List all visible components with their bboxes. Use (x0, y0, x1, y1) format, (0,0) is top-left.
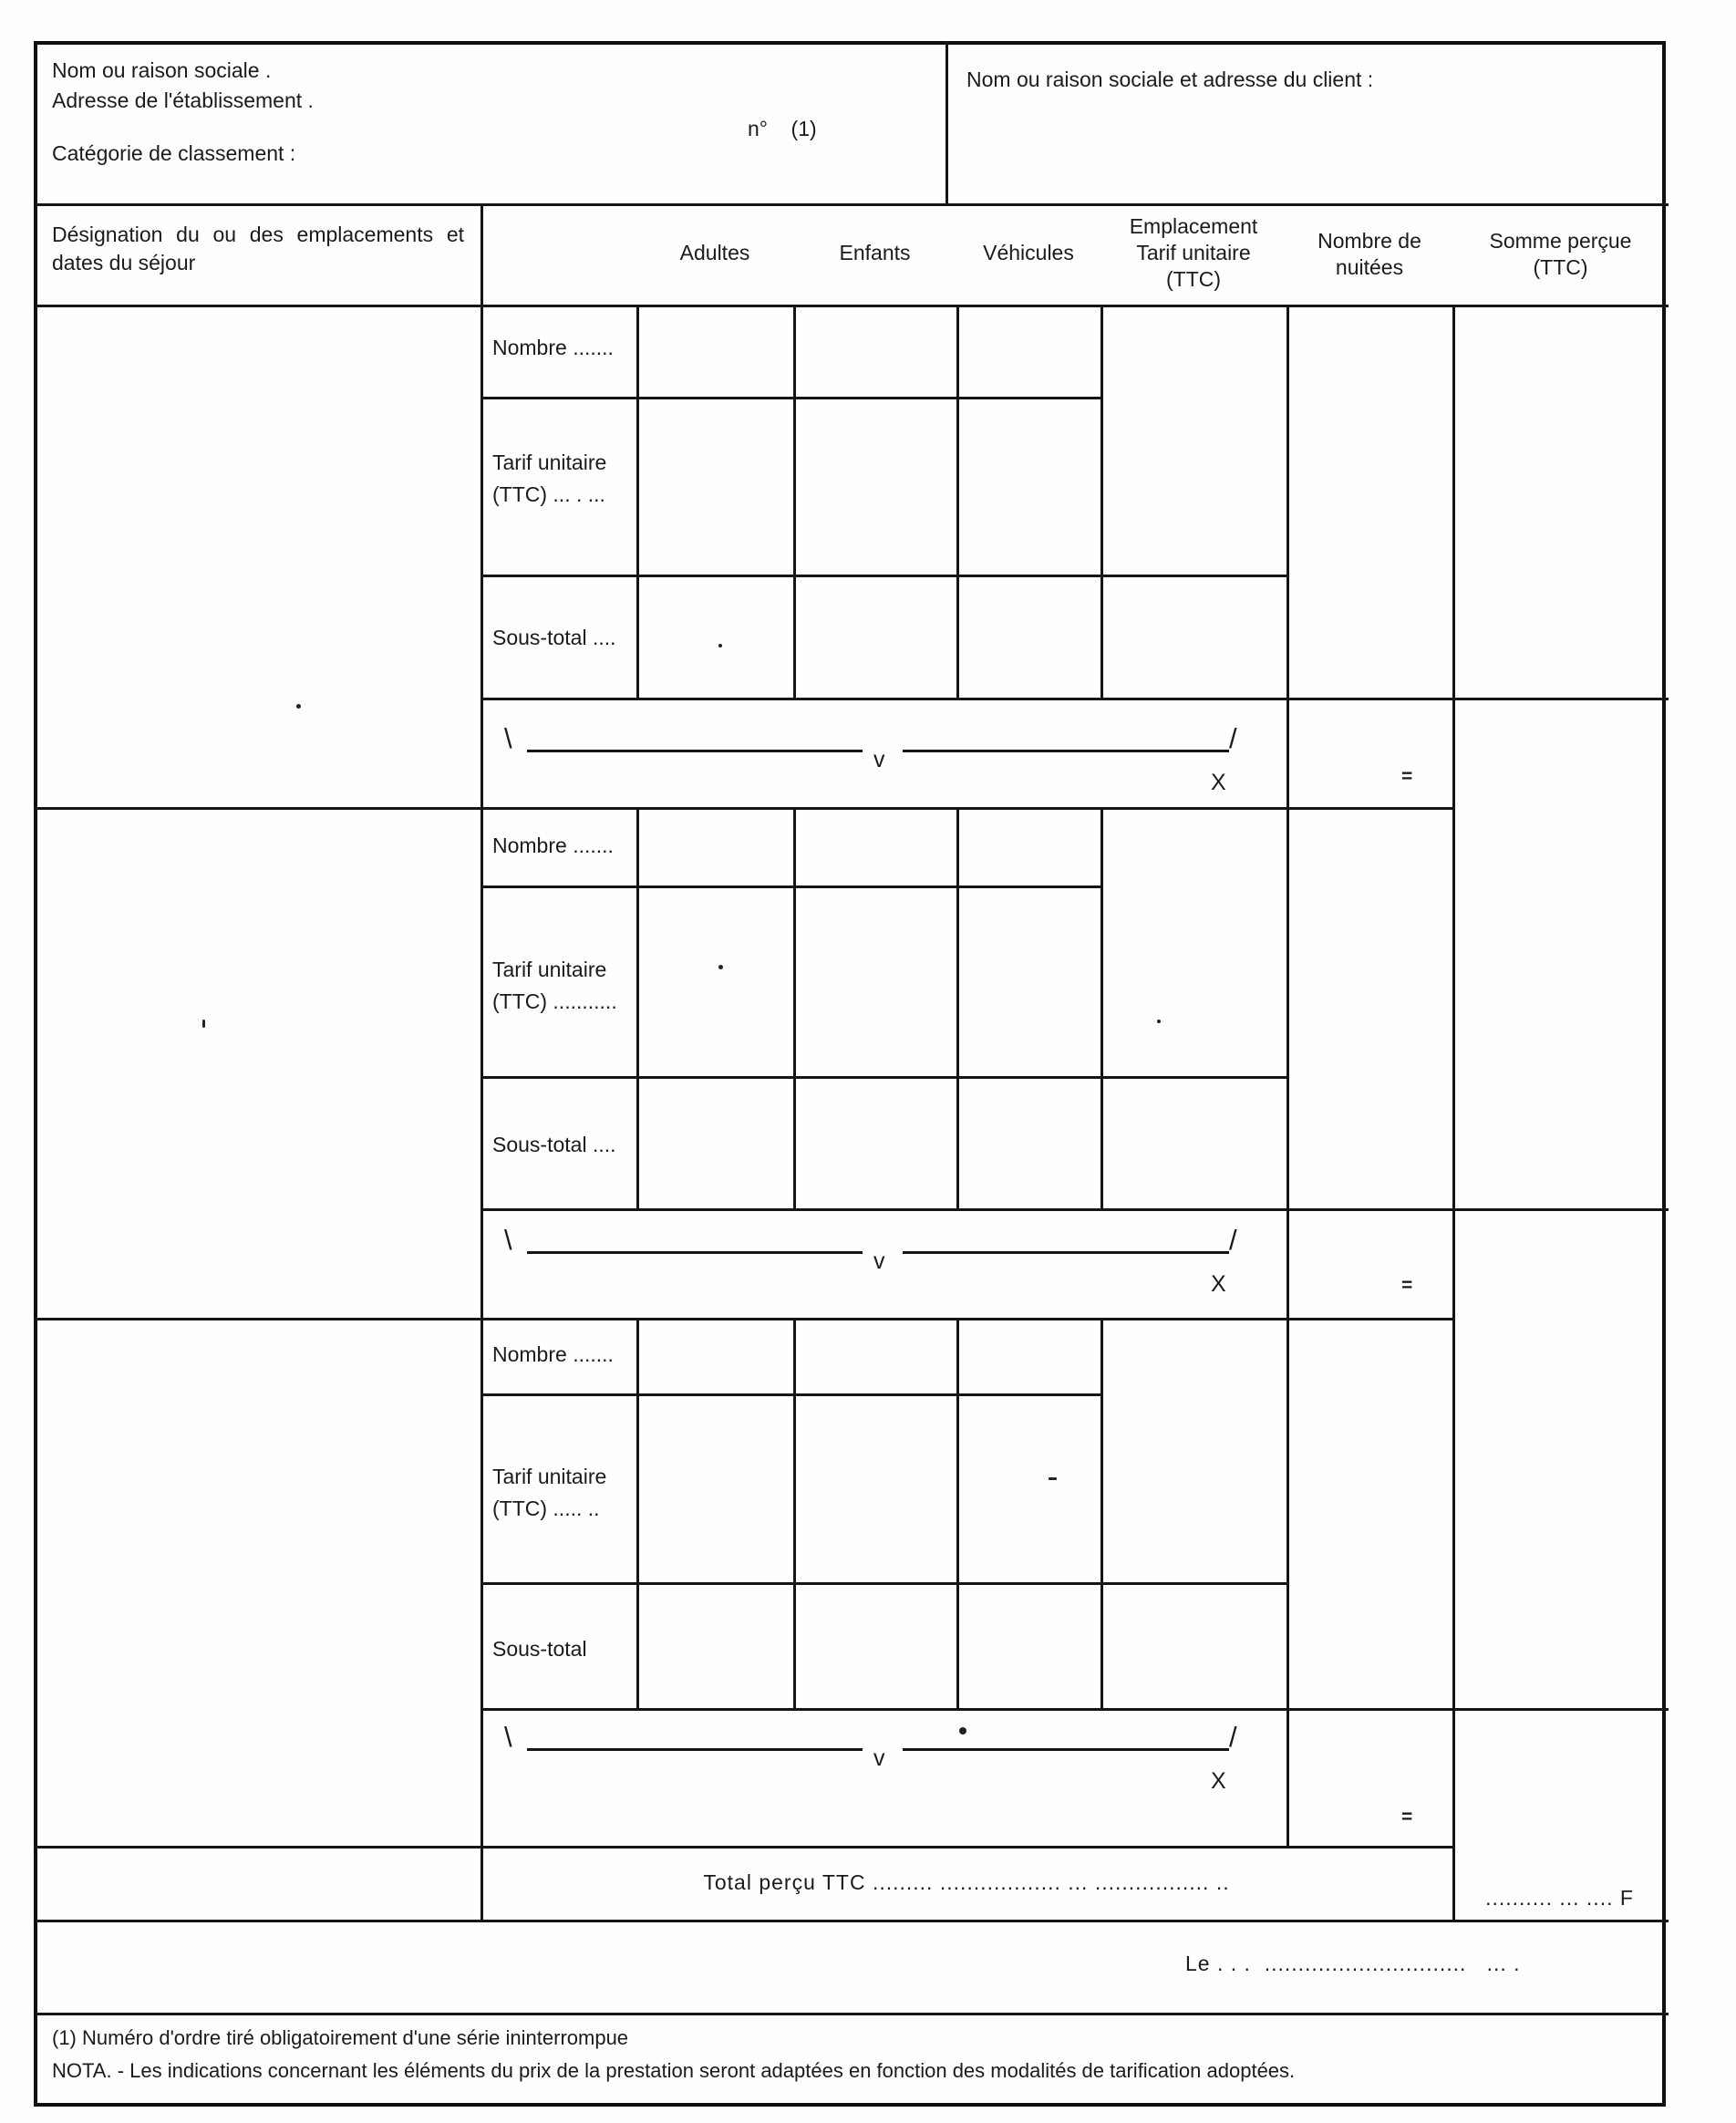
brace-rule-right (903, 1748, 1229, 1751)
col-header-nuitees-line2: nuitées (1335, 255, 1404, 279)
col-header-emplacement (1100, 213, 1286, 293)
col-divider-emplacement-nuitees (1286, 305, 1289, 1846)
row-label-sous-total: Sous-total (492, 1637, 587, 1661)
equals-sign: = (1401, 1275, 1412, 1296)
brace-rule-right (903, 1251, 1229, 1254)
col-header-designation-line2: dates du séjour (52, 251, 196, 274)
cell-divider (956, 1318, 959, 1708)
row-divider-tarif (480, 1076, 1286, 1079)
col-header-emplacement-line2: Tarif unitaire (1136, 241, 1251, 264)
header-band-divider (34, 203, 1669, 206)
block-divider (34, 1846, 1452, 1849)
col-header-nuitees-line1: Nombre de (1318, 229, 1421, 253)
equals-sign: = (1401, 766, 1412, 787)
row-label-tarif-ttc: (TTC) ........... (492, 989, 617, 1013)
establishment-category-label: Catégorie de classement : (52, 141, 296, 165)
col-header-emplacement-line3: (TTC) (1165, 267, 1222, 291)
total-row-underline (34, 1920, 1669, 1922)
date-row-underline (34, 2013, 1669, 2015)
footnote-nota: NOTA. - Les indications concernant les éléments du prix de la prestation seront adaptées en fonction des modalités de tarification adoptées. (52, 2059, 1296, 2082)
col-header-somme-line1: Somme perçue (1489, 229, 1632, 253)
total-label: Total perçu TTC ......... .................. ... ................. .. (703, 1870, 1230, 1894)
cell-divider (793, 305, 796, 698)
cell-divider (636, 807, 639, 1208)
col-header-somme-line2: (TTC) (1533, 255, 1588, 279)
header-client-divider (946, 41, 948, 203)
col-header-designation (52, 221, 464, 277)
row-label-sous-total: Sous-total .... (492, 1133, 616, 1156)
col-header-nuitees (1286, 228, 1452, 281)
col-divider-nuitees-somme (1452, 305, 1455, 1920)
multiply-sign: X (1211, 1768, 1226, 1794)
row-divider-nombre (480, 1393, 1100, 1396)
brace-left-end: \ (504, 722, 512, 754)
multiply-sign: X (1211, 770, 1226, 795)
col-header-vehicules: Véhicules (983, 241, 1074, 264)
document-border (34, 41, 1666, 2107)
cell-divider (956, 305, 959, 698)
establishment-address-label: Adresse de l'établissement . (52, 88, 314, 112)
multiply-sign: X (1211, 1271, 1226, 1297)
cell-divider (636, 1318, 639, 1708)
col-header-adultes: Adultes (679, 241, 750, 264)
total-amount-cell: .......... ... .... F (1485, 1886, 1634, 1910)
row-label-sous-total: Sous-total .... (492, 626, 616, 649)
cell-divider (636, 305, 639, 698)
row-divider-sous-total (480, 1708, 1669, 1711)
brace-left-end: \ (504, 1721, 512, 1753)
date-label: Le . . . .............................. ... . (1185, 1952, 1521, 1975)
col-header-somme (1452, 228, 1669, 281)
row-label-tarif-unitaire: Tarif unitaire (492, 450, 607, 474)
cell-divider (1100, 807, 1103, 1208)
block-divider (34, 1318, 1452, 1320)
brace-vee: v (873, 747, 885, 772)
row-label-nombre: Nombre ....... (492, 336, 614, 359)
col-header-emplacement-line1: Emplacement (1129, 214, 1258, 238)
row-divider-sous-total (480, 698, 1669, 700)
row-divider-nombre (480, 885, 1100, 888)
row-divider-tarif (480, 1582, 1286, 1585)
cell-divider (1100, 305, 1103, 698)
row-label-tarif-ttc: (TTC) ... . ... (492, 482, 605, 506)
brace-right-end: / (1229, 1721, 1237, 1753)
footnote-order-number: (1) Numéro d'ordre tiré obligatoirement d'une série ininterrompue (52, 2026, 629, 2049)
cell-divider (956, 807, 959, 1208)
scan-speck (1049, 1477, 1057, 1480)
brace-vee: v (873, 1248, 885, 1274)
brace-vee: v (873, 1745, 885, 1771)
row-divider-tarif (480, 575, 1286, 577)
row-label-nombre: Nombre ....... (492, 1342, 614, 1366)
brace-right-end: / (1229, 722, 1237, 754)
scan-speck (202, 1020, 205, 1028)
col-header-enfants: Enfants (839, 241, 911, 264)
block-divider (34, 807, 1452, 810)
row-label-tarif-ttc: (TTC) ..... .. (492, 1496, 600, 1520)
cell-divider (1100, 1318, 1103, 1708)
client-address-label: Nom ou raison sociale et adresse du client : (966, 67, 1374, 91)
brace-rule-right (903, 750, 1229, 752)
column-header-underline (34, 305, 1669, 307)
scan-speck (959, 1727, 966, 1735)
scan-speck (1157, 1020, 1161, 1023)
col-divider-designation (480, 203, 483, 1920)
row-label-tarif-unitaire: Tarif unitaire (492, 958, 607, 981)
brace-rule-left (527, 750, 863, 752)
scan-speck (718, 644, 722, 647)
row-divider-sous-total (480, 1208, 1669, 1211)
brace-left-end: \ (504, 1224, 512, 1256)
row-label-nombre: Nombre ....... (492, 834, 614, 857)
scan-speck (718, 965, 723, 969)
brace-rule-left (527, 1748, 863, 1751)
col-header-designation-line1: Désignation du ou des emplacements et (52, 223, 464, 246)
brace-rule-left (527, 1251, 863, 1254)
scan-speck (296, 704, 301, 709)
equals-sign: = (1401, 1807, 1412, 1828)
row-divider-nombre (480, 397, 1100, 399)
row-label-tarif-unitaire: Tarif unitaire (492, 1465, 607, 1488)
establishment-name-label: Nom ou raison sociale . (52, 58, 272, 82)
order-number-label: n° (1) (748, 117, 817, 140)
cell-divider (793, 1318, 796, 1708)
cell-divider (793, 807, 796, 1208)
brace-right-end: / (1229, 1224, 1237, 1256)
